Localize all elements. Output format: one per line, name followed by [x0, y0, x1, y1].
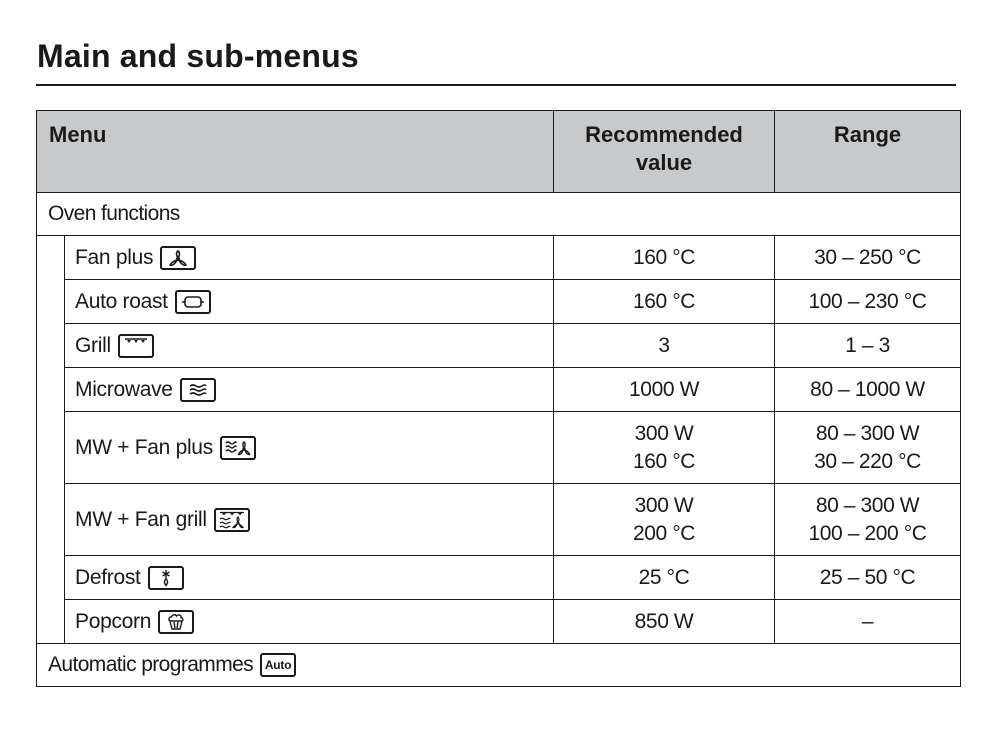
range-value: 80 – 1000 W [775, 368, 961, 412]
recommended-value: 300 W 200 °C [554, 484, 775, 556]
section-row-oven-functions [37, 193, 961, 236]
menu-item-label: Defrost [75, 565, 141, 589]
table-row [37, 368, 961, 412]
menu-item-microwave [65, 368, 554, 412]
menu-item-fan-plus [65, 236, 554, 280]
header-menu: Menu [37, 111, 554, 193]
menu-item-label: MW + Fan grill [75, 507, 207, 531]
recommended-value: 160 °C [554, 280, 775, 324]
mw-fan-grill-icon [214, 508, 250, 532]
header-recommended-value [554, 111, 775, 193]
menu-item-auto-roast [65, 280, 554, 324]
menu-item-label: Microwave [75, 377, 173, 401]
section-label-with-icon [37, 644, 961, 687]
menu-item-label: MW + Fan plus [75, 435, 213, 459]
menu-table [36, 110, 961, 687]
range-value: 1 – 3 [775, 324, 961, 368]
recommended-value: 25 °C [554, 556, 775, 600]
recommended-value: 3 [554, 324, 775, 368]
grill-icon [118, 334, 154, 358]
table-row [37, 484, 961, 556]
fan-plus-icon [160, 246, 196, 270]
defrost-icon [148, 566, 184, 590]
menu-item-label: Popcorn [75, 609, 152, 633]
recommended-value: 160 °C [554, 236, 775, 280]
title-divider [36, 84, 956, 86]
menu-item-mw-fan-plus [65, 412, 554, 484]
table-header-row [37, 111, 961, 193]
range-value: 30 – 250 °C [775, 236, 961, 280]
header-recommended-line2: value [635, 150, 693, 175]
range-value: 25 – 50 °C [775, 556, 961, 600]
recommended-value: 850 W [554, 600, 775, 644]
menu-item-label: Auto roast [75, 289, 168, 313]
recommended-value: 1000 W [554, 368, 775, 412]
auto-icon: Auto [260, 653, 296, 677]
range-value: – [775, 600, 961, 644]
mw-fan-plus-icon [220, 436, 256, 460]
section-row-automatic-programmes [37, 644, 961, 687]
range-value: 80 – 300 W 100 – 200 °C [775, 484, 961, 556]
table-row [37, 236, 961, 280]
range-value: 100 – 230 °C [775, 280, 961, 324]
header-recommended-line1: Recommended [585, 122, 743, 147]
menu-item-defrost [65, 556, 554, 600]
recommended-value: 300 W 160 °C [554, 412, 775, 484]
page-title: Main and sub-menus [37, 38, 359, 74]
menu-item-label: Fan plus [75, 245, 154, 269]
popcorn-icon [158, 610, 194, 634]
table-row [37, 556, 961, 600]
menu-item-mw-fan-grill [65, 484, 554, 556]
menu-item-label: Grill [75, 333, 111, 357]
table-row [37, 412, 961, 484]
header-range: Range [775, 111, 961, 193]
auto-roast-icon [175, 290, 211, 314]
table-row [37, 324, 961, 368]
menu-item-popcorn [65, 600, 554, 644]
section-label: Automatic programmes [48, 653, 254, 676]
table-row [37, 280, 961, 324]
section-label: Oven functions [37, 193, 961, 236]
microwave-icon [180, 378, 216, 402]
range-value: 80 – 300 W 30 – 220 °C [775, 412, 961, 484]
menu-item-grill [65, 324, 554, 368]
table-row [37, 600, 961, 644]
